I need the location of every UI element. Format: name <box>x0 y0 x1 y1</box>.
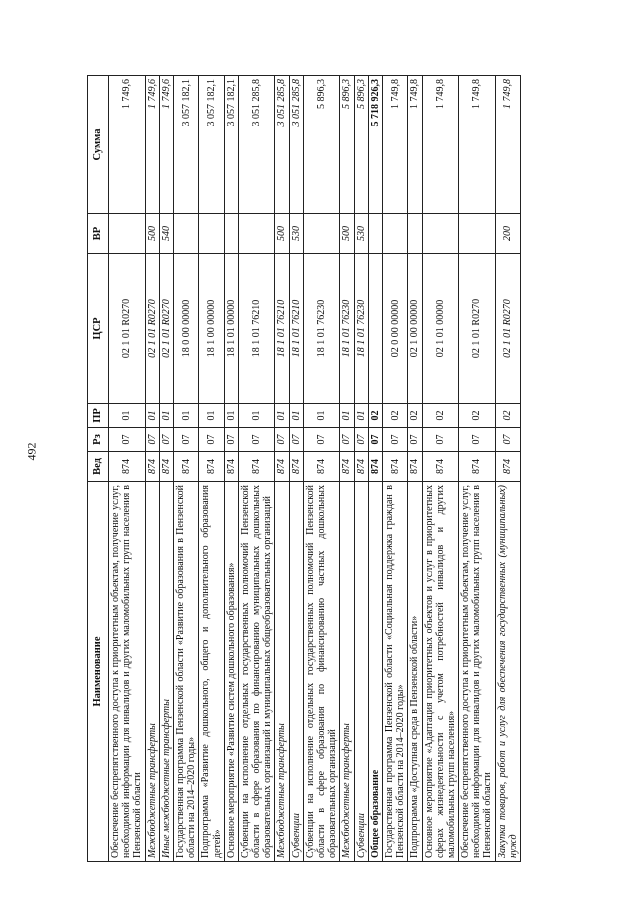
cell-rz: 07 <box>303 428 340 452</box>
cell-rz: 07 <box>382 428 407 452</box>
cell-sum: 1 749,8 <box>408 76 422 214</box>
cell-pr: 01 <box>238 404 275 428</box>
cell-rz: 07 <box>199 428 224 452</box>
cell-csr: 02 1 01 R0270 <box>495 254 520 404</box>
cell-sum: 3 051 285,8 <box>275 76 289 214</box>
cell-vr <box>303 214 340 254</box>
cell-csr: 02 1 01 R0270 <box>109 254 146 404</box>
cell-ved: 874 <box>224 452 238 482</box>
cell-rz: 07 <box>354 428 368 452</box>
cell-vr: 500 <box>145 214 159 254</box>
cell-vr <box>459 214 496 254</box>
cell-csr: 18 1 01 76230 <box>354 254 368 404</box>
table-row <box>340 76 354 862</box>
cell-sum: 1 749,8 <box>422 76 459 214</box>
cell-csr: 02 1 00 00000 <box>408 254 422 404</box>
cell-pr: 01 <box>340 404 354 428</box>
cell-csr: 02 1 01 R0270 <box>459 254 496 404</box>
table-row <box>354 76 368 862</box>
cell-name: Подпрограмма «Доступная среда в Пензенской области» <box>408 482 422 862</box>
cell-sum: 3 057 182,1 <box>199 76 224 214</box>
cell-ved: 874 <box>238 452 275 482</box>
cell-vr <box>422 214 459 254</box>
cell-csr: 18 1 01 76230 <box>340 254 354 404</box>
cell-vr <box>224 214 238 254</box>
header-name: Наименование <box>88 482 109 862</box>
table-row <box>224 76 238 862</box>
cell-name: Обеспечение беспрепятственного доступа к приоритетным объектам, получение услуг, необходимой информации для инвалидов и других маломобильных групп населения в Пензенской области <box>109 482 146 862</box>
cell-ved: 874 <box>422 452 459 482</box>
cell-rz: 07 <box>224 428 238 452</box>
budget-table <box>87 75 521 862</box>
page-number: 492 <box>24 442 39 461</box>
cell-vr: 530 <box>289 214 303 254</box>
cell-sum: 1 749,8 <box>382 76 407 214</box>
header-ved: Вед <box>88 452 109 482</box>
header-vr: ВР <box>88 214 109 254</box>
cell-pr: 02 <box>422 404 459 428</box>
cell-csr: 18 1 01 76210 <box>238 254 275 404</box>
table-row <box>422 76 459 862</box>
cell-vr: 540 <box>159 214 173 254</box>
cell-ved: 874 <box>382 452 407 482</box>
cell-pr: 02 <box>495 404 520 428</box>
cell-ved: 874 <box>199 452 224 482</box>
cell-vr: 500 <box>275 214 289 254</box>
cell-vr <box>382 214 407 254</box>
table-row <box>159 76 173 862</box>
cell-pr: 01 <box>354 404 368 428</box>
cell-csr <box>368 254 382 404</box>
cell-rz: 07 <box>340 428 354 452</box>
table-row <box>145 76 159 862</box>
header-sum: Сумма <box>88 76 109 214</box>
cell-csr: 02 1 01 00000 <box>422 254 459 404</box>
cell-ved: 874 <box>459 452 496 482</box>
rotated-page <box>87 76 558 862</box>
table-row <box>382 76 407 862</box>
cell-name: Субвенции на исполнение отдельных государственных полномочий Пензенской области в сфере образования по финансированию частных дошкольных образовательных организаций <box>303 482 340 862</box>
cell-ved: 874 <box>275 452 289 482</box>
cell-rz: 07 <box>238 428 275 452</box>
cell-pr: 01 <box>224 404 238 428</box>
cell-ved: 874 <box>303 452 340 482</box>
cell-name: Государственная программа Пензенской области «Социальная поддержка граждан в Пензенской области на 2014–2020 годы» <box>382 482 407 862</box>
cell-csr: 02 1 01 R0270 <box>145 254 159 404</box>
cell-name: Иные межбюджетные трансферты <box>159 482 173 862</box>
cell-name: Основное мероприятие «Адаптация приоритетных объектов и услуг в приоритетных сферах жизнедеятельности с учетом потребностей инвалидов и других маломобильных групп населения» <box>422 482 459 862</box>
cell-rz: 07 <box>159 428 173 452</box>
cell-rz: 07 <box>495 428 520 452</box>
cell-pr: 01 <box>289 404 303 428</box>
cell-csr: 18 1 01 76230 <box>303 254 340 404</box>
cell-pr: 01 <box>173 404 198 428</box>
cell-csr: 18 1 01 76210 <box>289 254 303 404</box>
cell-ved: 874 <box>354 452 368 482</box>
table-row <box>303 76 340 862</box>
cell-sum: 3 057 182,1 <box>173 76 198 214</box>
cell-pr: 02 <box>382 404 407 428</box>
cell-pr: 01 <box>275 404 289 428</box>
cell-vr <box>238 214 275 254</box>
cell-rz: 07 <box>275 428 289 452</box>
cell-sum: 3 051 285,8 <box>289 76 303 214</box>
cell-vr <box>408 214 422 254</box>
cell-name: Субвенции <box>289 482 303 862</box>
cell-pr: 02 <box>459 404 496 428</box>
cell-vr <box>199 214 224 254</box>
cell-sum: 5 896,3 <box>303 76 340 214</box>
cell-name: Общее образование <box>368 482 382 862</box>
cell-csr: 18 1 00 00000 <box>199 254 224 404</box>
cell-ved: 874 <box>145 452 159 482</box>
cell-rz: 07 <box>408 428 422 452</box>
cell-name: Государственная программа Пензенской области «Развитие образования в Пензенской области на 2014–2020 годы» <box>173 482 198 862</box>
cell-rz: 07 <box>109 428 146 452</box>
cell-sum: 1 749,8 <box>459 76 496 214</box>
cell-csr: 18 0 00 00000 <box>173 254 198 404</box>
cell-sum: 5 896,3 <box>354 76 368 214</box>
cell-pr: 02 <box>408 404 422 428</box>
table-row <box>199 76 224 862</box>
cell-sum: 1 749,6 <box>159 76 173 214</box>
cell-ved: 874 <box>408 452 422 482</box>
table-row <box>495 76 520 862</box>
cell-vr <box>109 214 146 254</box>
cell-pr: 01 <box>109 404 146 428</box>
cell-name: Закупка товаров, работ и услуг для обеспечения государственных (муниципальных) нужд <box>495 482 520 862</box>
cell-name: Субвенции <box>354 482 368 862</box>
table-row <box>368 76 382 862</box>
header-rz: Рз <box>88 428 109 452</box>
header-pr: ПР <box>88 404 109 428</box>
cell-sum: 1 749,6 <box>109 76 146 214</box>
cell-name: Межбюджетные трансферты <box>340 482 354 862</box>
cell-csr: 18 1 01 76210 <box>275 254 289 404</box>
cell-pr: 01 <box>145 404 159 428</box>
cell-ved: 874 <box>173 452 198 482</box>
cell-rz: 07 <box>145 428 159 452</box>
cell-ved: 874 <box>289 452 303 482</box>
cell-name: Подпрограмма «Развитие дошкольного, общего и дополнительного образования детей» <box>199 482 224 862</box>
cell-rz: 07 <box>173 428 198 452</box>
cell-sum: 1 749,6 <box>145 76 159 214</box>
cell-vr <box>173 214 198 254</box>
cell-csr: 18 1 01 00000 <box>224 254 238 404</box>
cell-pr: 01 <box>199 404 224 428</box>
cell-rz: 07 <box>422 428 459 452</box>
table-row <box>289 76 303 862</box>
table-body <box>109 76 521 862</box>
table-row <box>275 76 289 862</box>
table-row <box>238 76 275 862</box>
cell-sum: 3 051 285,8 <box>238 76 275 214</box>
cell-sum: 3 057 182,1 <box>224 76 238 214</box>
header-row <box>88 76 109 862</box>
cell-vr <box>368 214 382 254</box>
cell-sum: 1 749,8 <box>495 76 520 214</box>
cell-pr: 02 <box>368 404 382 428</box>
cell-name: Субвенции на исполнение отдельных государственных полномочий Пензенской области в сфере образования по финансированию муниципальных дошкольных образовательных организаций и муниципальных общеобразовательных организаций <box>238 482 275 862</box>
cell-rz: 07 <box>368 428 382 452</box>
cell-ved: 874 <box>340 452 354 482</box>
cell-name: Межбюджетные трансферты <box>145 482 159 862</box>
cell-csr: 02 0 00 00000 <box>382 254 407 404</box>
cell-name: Основное мероприятие «Развитие систем дошкольного образования» <box>224 482 238 862</box>
cell-name: Обеспечение беспрепятственного доступа к приоритетным объектам, получение услуг, необходимой информации для инвалидов и других маломобильных групп населения в Пензенской области <box>459 482 496 862</box>
cell-name: Межбюджетные трансферты <box>275 482 289 862</box>
cell-vr: 500 <box>340 214 354 254</box>
cell-sum: 5 718 926,3 <box>368 76 382 214</box>
cell-pr: 01 <box>159 404 173 428</box>
cell-rz: 07 <box>459 428 496 452</box>
table-row <box>408 76 422 862</box>
cell-sum: 5 896,3 <box>340 76 354 214</box>
cell-vr: 530 <box>354 214 368 254</box>
header-csr: ЦСР <box>88 254 109 404</box>
cell-ved: 874 <box>495 452 520 482</box>
cell-pr: 01 <box>303 404 340 428</box>
table-row <box>173 76 198 862</box>
table-row <box>459 76 496 862</box>
cell-vr: 200 <box>495 214 520 254</box>
cell-ved: 874 <box>368 452 382 482</box>
table-row <box>109 76 146 862</box>
cell-ved: 874 <box>109 452 146 482</box>
cell-ved: 874 <box>159 452 173 482</box>
cell-csr: 02 1 01 R0270 <box>159 254 173 404</box>
cell-rz: 07 <box>289 428 303 452</box>
